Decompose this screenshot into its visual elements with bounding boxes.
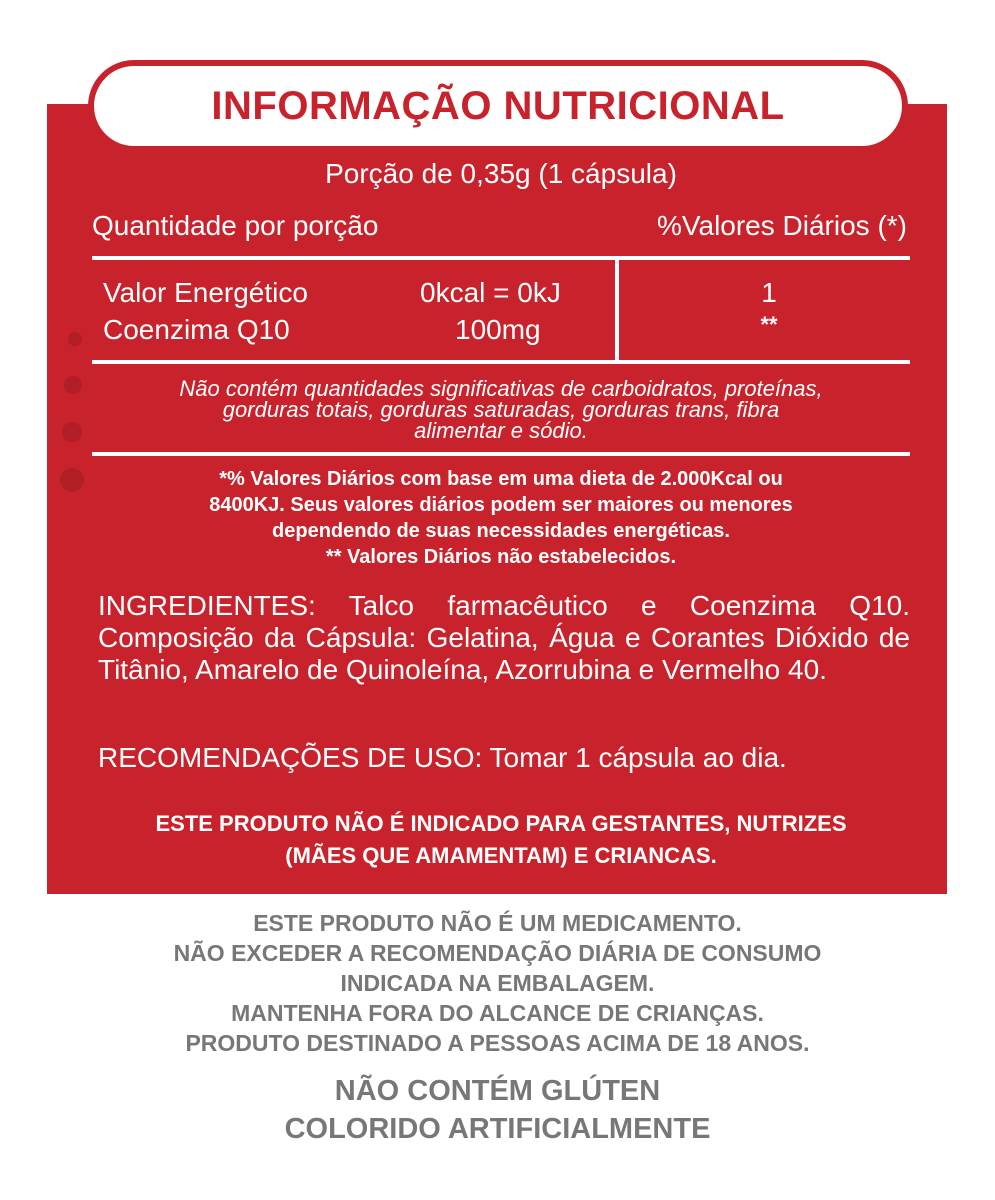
footnote-line: *% Valores Diários com base em uma dieta de 2.000Kcal ou (219, 468, 783, 490)
notice-line: INDICADA NA EMBALAGEM. (340, 970, 655, 996)
warning-line: (MÃES QUE AMAMENTAM) E CRIANCAS. (285, 843, 717, 868)
quantity-header: Quantidade por porção (92, 210, 379, 241)
row-dv: 1 (761, 277, 777, 308)
notice-line: MANTENHA FORA DO ALCANCE DE CRIANÇAS. (231, 1000, 764, 1026)
footnote-line: dependendo de suas necessidades energéticas. (272, 520, 730, 542)
decorative-dot (60, 468, 84, 492)
decorative-dot (68, 332, 82, 346)
claims (50, 1072, 945, 1148)
claim-line: NÃO CONTÉM GLÚTEN (334, 1075, 661, 1107)
row-name: Valor Energético (103, 277, 308, 308)
note-line: gorduras totais, gorduras saturadas, gorduras trans, fibra (222, 397, 780, 422)
footnote-line: 8400KJ. Seus valores diários podem ser maiores ou menores (209, 494, 793, 516)
row-dv: ** (760, 312, 778, 337)
divider (92, 452, 910, 456)
warning-line: ESTE PRODUTO NÃO É INDICADO PARA GESTANTES, NUTRIZES (155, 811, 847, 836)
footnote-line: ** Valores Diários não estabelecidos. (325, 546, 677, 568)
claim-line: COLORIDO ARTIFICIALMENTE (284, 1113, 711, 1145)
notice-line: PRODUTO DESTINADO A PESSOAS ACIMA DE 18 ANOS. (185, 1030, 810, 1056)
row-name: Coenzima Q10 (103, 314, 290, 345)
note-line: Não contém quantidades significativas de carboidratos, proteínas, (179, 376, 823, 401)
decorative-dot (62, 422, 82, 442)
decorative-dot (64, 376, 82, 394)
row-amount: 100mg (455, 314, 541, 345)
portion-label: Porção de 0,35g (1 cápsula) (325, 158, 677, 189)
not-contains-note (92, 378, 910, 441)
notice-line: ESTE PRODUTO NÃO É UM MEDICAMENTO. (253, 910, 742, 936)
note-line: alimentar e sódio. (414, 418, 588, 443)
warning-text (92, 808, 910, 872)
divider (92, 256, 910, 260)
column-divider (615, 260, 619, 362)
divider (92, 360, 910, 364)
row-amount: 0kcal = 0kJ (420, 277, 561, 308)
page-title: INFORMAÇÃO NUTRICIONAL (211, 83, 785, 128)
notice-line: NÃO EXCEDER A RECOMENDAÇÃO DIÁRIA DE CONSUMO (173, 940, 822, 966)
usage-recommendation: RECOMENDAÇÕES DE USO: Tomar 1 cápsula ao dia. (98, 742, 787, 773)
daily-values-header: %Valores Diários (*) (657, 210, 907, 241)
daily-values-footnote (92, 466, 910, 570)
notices (50, 908, 945, 1058)
ingredients-text: INGREDIENTES: Talco farmacêutico e Coenzima Q10. Composição da Cápsula: Gelatina, Água e Corantes Dióxido de Titânio, Amarelo de Quinoleína, Azorrubina e Vermelho 40. (98, 590, 910, 685)
